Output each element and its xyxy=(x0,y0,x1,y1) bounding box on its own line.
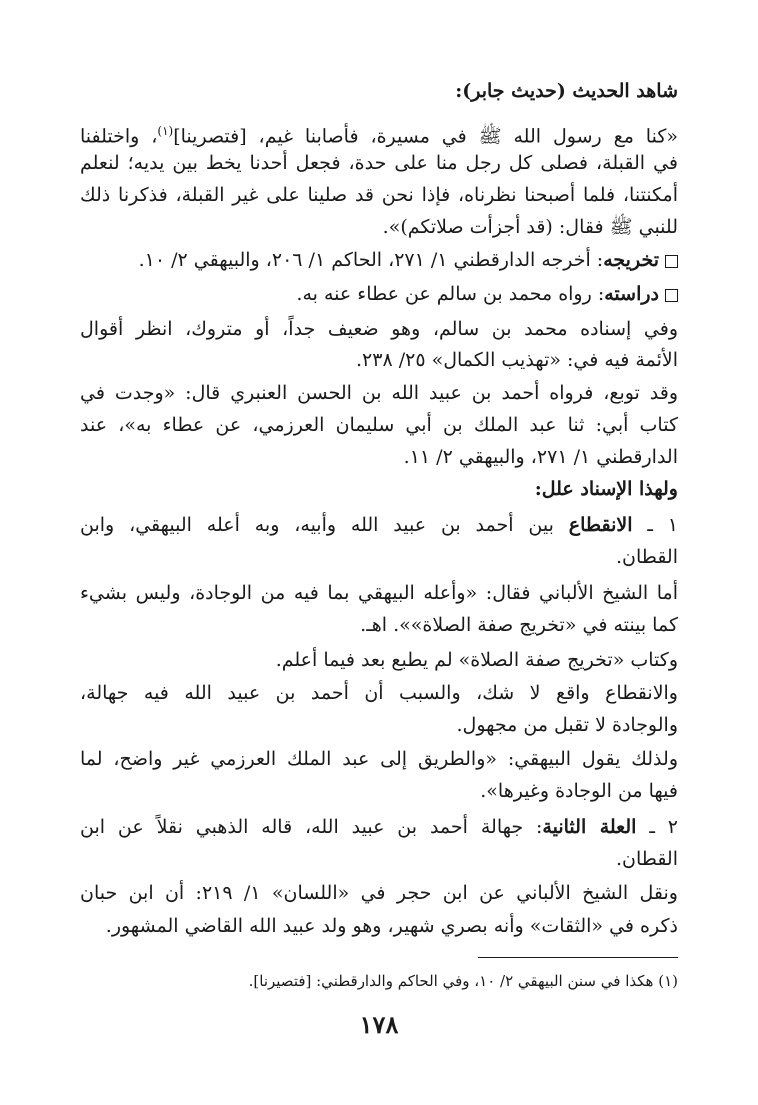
text-line: والانقطاع واقع لا شك، والسبب أن أحمد بن عبيد الله فيه جهالة، xyxy=(80,682,678,704)
text-line: وكتاب «تخريج صفة الصلاة» لم يطبع بعد فيما أعلم. xyxy=(275,649,678,671)
text-line: وفي إسناده محمد بن سالم، وهو ضعيف جداً، أو متروك، انظر أقوال xyxy=(80,318,678,340)
text-line: ونقل الشيخ الألباني عن ابن حجر في «اللسان» ١/ ٢١٩: أن ابن حبان xyxy=(80,882,678,904)
text-line: فيها من الوجادة وغيرها». xyxy=(480,780,678,802)
hadith-line-4: للنبي ﷺ فقال: (قد أجزأت صلاتكم)». xyxy=(382,216,678,238)
footnote: (١) هكذا في سنن البيهقي ٢/ ١٠، وفي الحاكم والدارقطني: [فتصيرنا]. xyxy=(248,972,678,990)
footnote-divider xyxy=(478,957,678,958)
hadith-line-1: «كنا مع رسول الله ﷺ في مسيرة، فأصابنا غيم، [فتصرينا]$^{(١)}$، واختلفنا xyxy=(80,124,678,148)
text-line: كما بينته في «تخريج صفة الصلاة»». اهـ. xyxy=(360,614,678,636)
hadith-line-3: أمكنتنا، فلما أصبحنا نظرناه، فإذا نحن قد صلينا على غير القبلة، فذكرنا ذلك xyxy=(80,184,678,206)
section-heading: شاهد الحديث (حديث جابر): xyxy=(455,80,678,102)
text-line: ذكره في «الثقات» وأنه بصري شهير، وهو ولد عبيد الله القاضي المشهور. xyxy=(105,915,678,937)
illa-1-line: ١ ـ الانقطاع بين أحمد بن عبيد الله وأبيه، وبه أعله البيهقي، وابن xyxy=(80,514,678,536)
text-line: والوجادة لا تقبل من مجهول. xyxy=(456,714,678,736)
text-line: أما الشيخ الألباني فقال: «وأعله البيهقي بما فيه من الوجادة، وليس بشيء xyxy=(80,582,678,604)
hadith-line-2: في القبلة، فصلى كل رجل منا على حدة، فجعل أحدنا يخط بين يديه؛ لنعلم xyxy=(80,152,678,174)
subheading: ولهذا الإسناد علل: xyxy=(534,478,678,500)
illa-2-line: ٢ ـ العلة الثانية: جهالة أحمد بن عبيد الله، قاله الذهبي نقلاً عن ابن xyxy=(80,816,679,838)
square-bullet-icon xyxy=(665,289,678,302)
page-number: ١٧٨ xyxy=(359,1010,399,1039)
text-line: القطان. xyxy=(615,546,678,568)
text-line: الدارقطني ١/ ٢٧١، والبيهقي ٢/ ١١. xyxy=(403,446,678,468)
text-line: كتاب أبي: ثنا عبد الملك بن أبي سليمان العرزمي، عن عطاء به»، عند xyxy=(80,414,678,436)
text-line: ولذلك يقول البيهقي: «والطريق إلى عبد الملك العرزمي غير واضح، لما xyxy=(80,748,678,770)
text-line: الأئمة فيه في: «تهذيب الكمال» ٢٥/ ٢٣٨. xyxy=(356,349,678,371)
dirasa-line: دراسته: رواه محمد بن سالم عن عطاء عنه به. xyxy=(80,279,678,309)
text-line: القطان. xyxy=(615,848,678,870)
square-bullet-icon xyxy=(665,255,678,268)
takhrij-line: تخريجه: أخرجه الدارقطني ١/ ٢٧١، الحاكم ١/ ٢٠٦، والبيهقي ٢/ ١٠. xyxy=(80,245,678,275)
text-line: وقد توبع، فرواه أحمد بن عبيد الله بن الحسن العنبري قال: «وجدت في xyxy=(80,382,678,404)
